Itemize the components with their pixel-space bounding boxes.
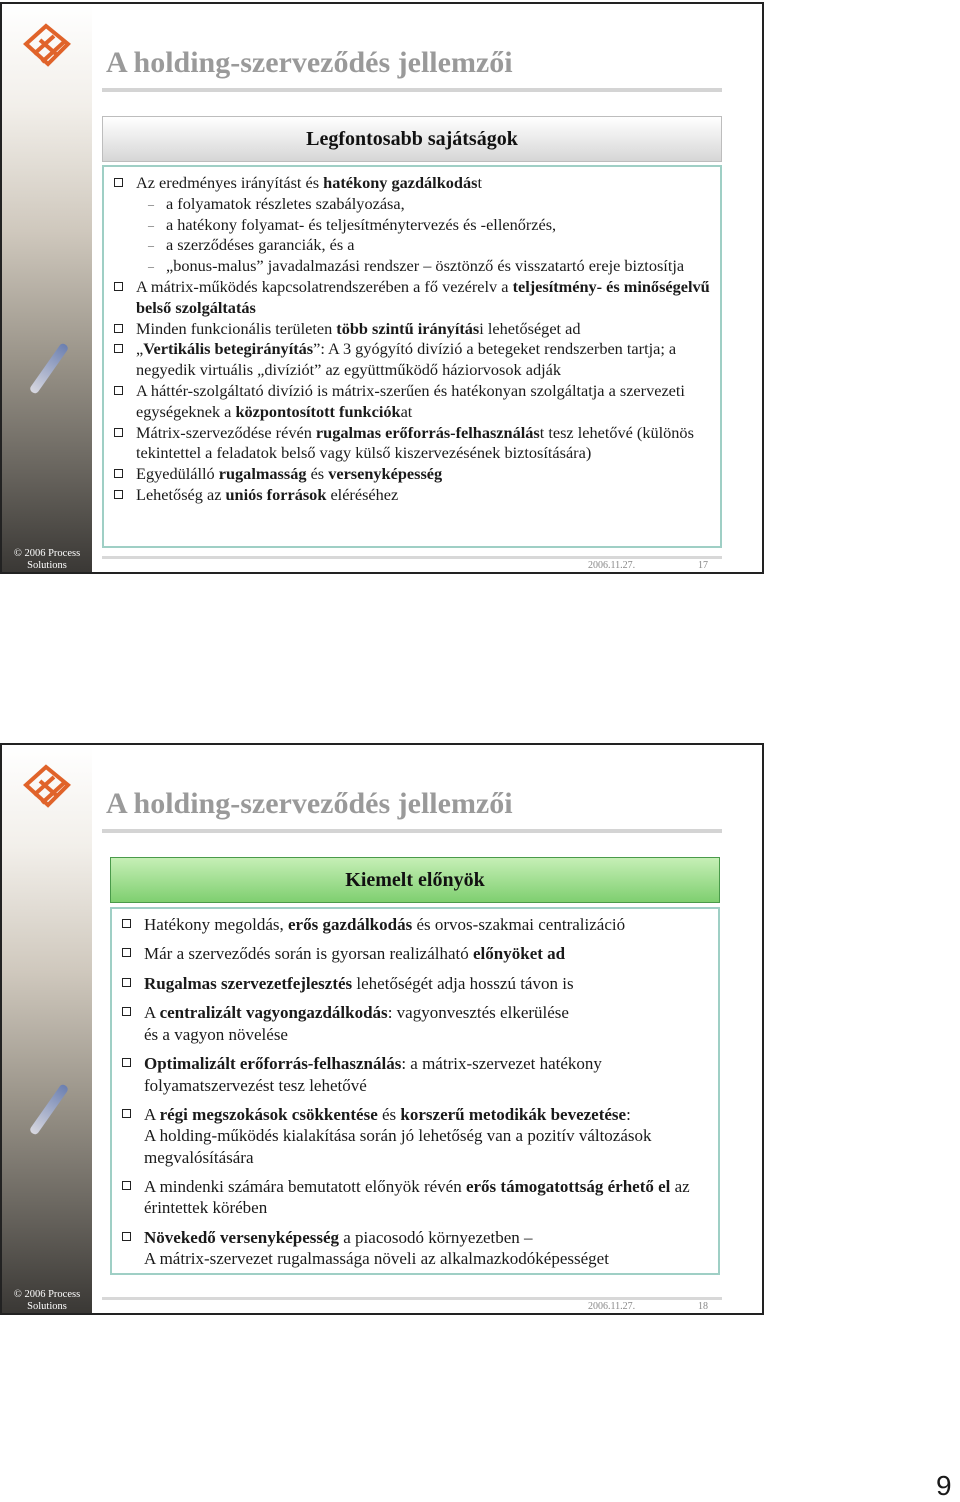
footer-date: 2006.11.27. [588, 560, 636, 571]
section-header: Legfontosabb sajátságok [102, 116, 722, 162]
sidebar-photo [2, 4, 92, 572]
slide-title: A holding-szerveződés jellemzői [106, 46, 513, 79]
list-item: Egyedülálló rugalmasság és versenyképesség [114, 464, 710, 485]
slide-title: A holding-szerveződés jellemzői [106, 787, 513, 820]
list-item: Minden funkcionális területen több szintű irányítási lehetőséget ad [114, 319, 710, 340]
footer-rule [102, 556, 722, 559]
section-header-green: Kiemelt előnyök [110, 857, 720, 903]
list-item: A háttér-szolgáltató divízió is mátrix-szerűen és hatékonyan szolgáltatja a szervezeti egységeknek a központosított funkciókat [114, 381, 710, 423]
list-item: Növekedő versenyképesség a piacosodó környezetben – A mátrix-szervezet rugalmassága növeli az alkalmazkodóképességet [122, 1227, 708, 1270]
footer-date: 2006.11.27. [588, 1301, 636, 1312]
list-item: A régi megszokások csökkentése és korszerű metodikák bevezetése: A holding-működés kialakítása során jó lehetőség van a pozitív változások megvalósítására [122, 1104, 708, 1168]
title-rule [102, 88, 722, 92]
process-solutions-logo-icon [20, 759, 76, 819]
list-item: A mindenki számára bemutatott előnyök révén erős támogatottság érhető el az érintettek körében [122, 1176, 708, 1219]
list-item: „Vertikális betegirányítás”: A 3 gyógyító divízió a betegeket rendszerben tartja; a negyedik virtuális „divíziót” az együttműködő háziorvosok adják [114, 339, 710, 381]
pen-image [29, 1083, 70, 1136]
footer-copyright: © 2006 Process Solutions [13, 548, 81, 571]
process-solutions-logo-icon [20, 18, 76, 78]
slide-number: 17 [698, 560, 708, 571]
list-item: Optimalizált erőforrás-felhasználás: a mátrix-szervezet hatékony folyamatszervezést tesz lehetővé [122, 1053, 708, 1096]
page-number: 9 [936, 1470, 952, 1501]
content-box [102, 165, 722, 548]
list-item: Már a szerveződés során is gyorsan realizálható előnyöket ad [122, 943, 708, 964]
sub-item: – „bonus-malus” javadalmazási rendszer – ösztönző és visszatartó ereje biztosítja [148, 256, 685, 276]
list-item: Mátrix-szerveződése révén rugalmas erőforrás-felhasználást tesz lehetővé (különös tekintettel a feladatok belső vagy külső kiszervezésének biztosítására) [114, 423, 710, 465]
sub-item: – a folyamatok részletes szabályozása, [148, 193, 405, 213]
sidebar-photo [2, 745, 92, 1313]
list-item: Az eredményes irányítást és hatékony gazdálkodást [114, 173, 710, 194]
footer-rule [102, 1297, 722, 1300]
slide-17 [0, 2, 764, 574]
list-item: Hatékony megoldás, erős gazdálkodás és orvos-szakmai centralizáció [122, 914, 708, 935]
sub-item: – a hatékony folyamat- és teljesítménytervezés és -ellenőrzés, [148, 214, 557, 234]
footer-copyright: © 2006 Process Solutions [13, 1289, 81, 1312]
content-box [110, 907, 720, 1275]
slide-number: 18 [698, 1301, 708, 1312]
list-item: Rugalmas szervezetfejlesztés lehetőségét adja hosszú távon is [122, 973, 708, 994]
pen-image [29, 342, 70, 395]
list-item: A mátrix-működés kapcsolatrendszerében a fő vezérelv a teljesítmény- és minőségelvű belső szolgáltatás [114, 277, 710, 319]
title-rule [102, 829, 722, 833]
list-item: Lehetőség az uniós források eléréséhez [114, 485, 710, 506]
sub-item: – a szerződéses garanciák, és a [148, 235, 355, 255]
list-item: A centralizált vagyongazdálkodás: vagyonvesztés elkerülése és a vagyon növelése [122, 1002, 708, 1045]
